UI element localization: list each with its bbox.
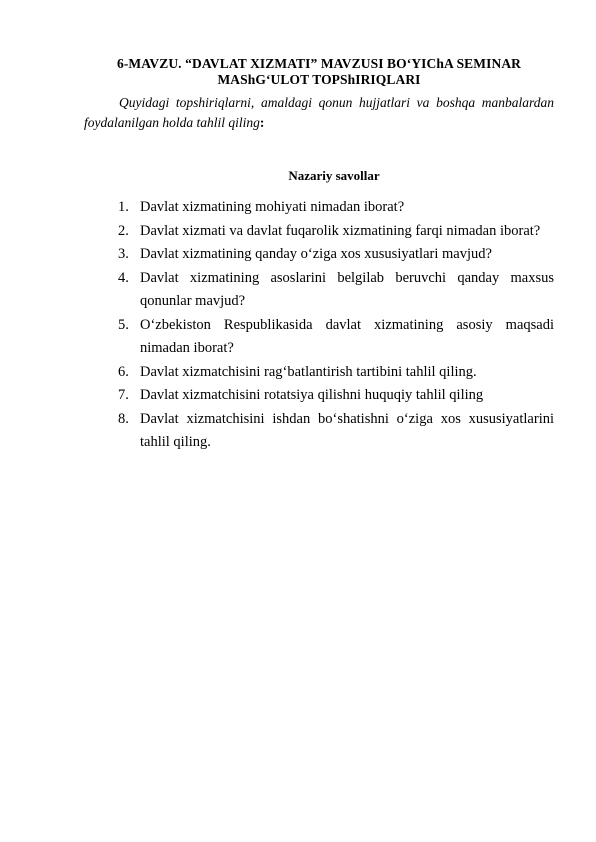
list-item-text: Davlat xizmatchisini rotatsiya qilishni huquqiy tahlil qiling xyxy=(140,387,484,403)
title-line-1: 6-MAVZU. “DAVLAT XIZMATI” MAVZUSI BO‘YIChA SEMINAR xyxy=(116,56,522,71)
list-item-text: Davlat xizmati va davlat fuqarolik xizmatining farqi nimadan iborat? xyxy=(140,222,541,239)
list-item-number: 1. xyxy=(118,199,129,215)
list-item xyxy=(118,314,554,361)
list-item xyxy=(118,384,554,408)
list-item-number: 6. xyxy=(118,363,129,380)
list-item-text: Davlat xizmatining asoslarini belgilab beruvchi qanday maxsus qonunlar mavjud? xyxy=(140,269,554,309)
list-item-number: 4. xyxy=(118,269,129,286)
list-item-number: 2. xyxy=(118,222,129,239)
list-item-number: 3. xyxy=(118,246,129,262)
list-item xyxy=(118,196,554,220)
list-item xyxy=(118,361,554,385)
instruction-colon: : xyxy=(259,115,265,130)
question-list xyxy=(118,196,554,455)
list-item-text: Davlat xizmatining mohiyati nimadan iborat? xyxy=(140,199,405,215)
list-item xyxy=(118,220,554,244)
list-item-number: 8. xyxy=(118,410,129,427)
list-item-text: Davlat xizmatchisini ishdan bo‘shatishni o‘ziga xos xususiyatlarini tahlil qiling. xyxy=(140,410,554,450)
list-item xyxy=(118,408,554,455)
list-item-text: Davlat xizmatchisini rag‘batlantirish tartibini tahlil qiling. xyxy=(140,363,477,380)
list-item-text: Davlat xizmatining qanday o‘ziga xos xususiyatlari mavjud? xyxy=(140,246,492,262)
document-title xyxy=(84,56,554,88)
list-item xyxy=(118,267,554,314)
list-item-number: 5. xyxy=(118,316,129,333)
instruction-paragraph xyxy=(84,93,554,133)
title-line-2: MAShG‘ULOT TOPShIRIQLARI xyxy=(217,72,421,87)
section-title: Nazariy savollar xyxy=(288,168,380,183)
list-item-number: 7. xyxy=(118,387,129,403)
list-item-text: O‘zbekiston Respublikasida davlat xizmatining asosiy maqsadi nimadan iborat? xyxy=(140,316,554,356)
instruction-text: Quyidagi topshiriqlarni, amaldagi qonun hujjatlari va boshqa manbalardan foydalanilgan holda tahlil qiling xyxy=(84,95,554,130)
list-item xyxy=(118,243,554,267)
